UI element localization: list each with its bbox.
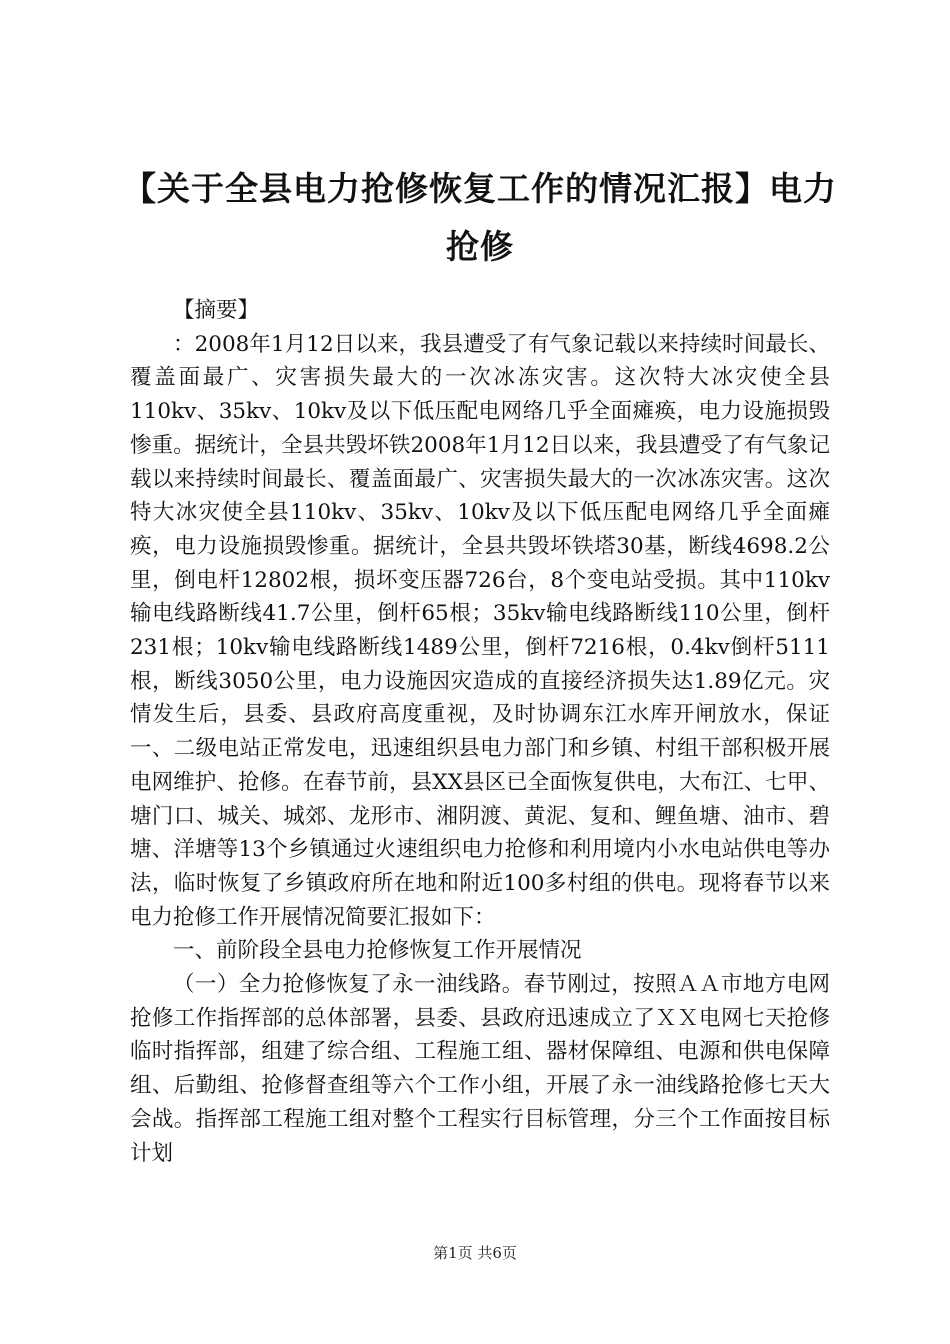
abstract-label: 【摘要】: [173, 298, 260, 323]
paragraph-subsection-1: （一）全力抢修恢复了永一油线路。春节刚过，按照ＡＡ市地方电网抢修工作指挥部的总体部署，县委、县政府迅速成立了ＸＸ电网七天抢修临时指挥部，组建了综合组、工程施工组、器材保障组、电源和供电保障组、后勤组、抢修督查组等六个工作小组，开展了永一油线路抢修七天大会战。指挥部工程施工组对整个工程实行目标管理，分三个工作面按目标计划: [130, 972, 830, 1166]
page-footer: 第1页 共6页: [433, 1244, 517, 1262]
document-body: [130, 294, 830, 1170]
paragraph-abstract: ：2008年1月12日以来，我县遭受了有气象记载以来持续时间最长、覆盖面最广、灾害损失最大的一次冰冻灾害。这次特大冰灾使全县110kv、35kv、10kv及以下低压配电网络几乎全面瘫痪，电力设施损毁惨重。据统计，全县共毁坏铁2008年1月12日以来，我县遭受了有气象记载以来持续时间最长、覆盖面最广、灾害损失最大的一次冰冻灾害。这次特大冰灾使全县110kv、35kv、10kv及以下低压配电网络几乎全面瘫痪，电力设施损毁惨重。据统计，全县共毁坏铁塔30基，断线4698.2公里，倒电杆12802根，损坏变压器726台，8个变电站受损。其中110kv输电线路断线41.7公里，倒杆65根；35kv输电线路断线110公里，倒杆231根；10kv输电线路断线1489公里，倒杆7216根，0.4kv倒杆5111根，断线3050公里，电力设施因灾造成的直接经济损失达1.89亿元。灾情发生后，县委、县政府高度重视，及时协调东江水库开闸放水，保证一、二级电站正常发电，迅速组织县电力部门和乡镇、村组干部积极开展电网维护、抢修。在春节前，县XX县区已全面恢复供电，大布江、七甲、塘门口、城关、城郊、龙形市、湘阴渡、黄泥、复和、鲤鱼塘、油市、碧塘、洋塘等13个乡镇通过火速组织电力抢修和利用境内小水电站供电等办法，临时恢复了乡镇政府所在地和附近100多村组的供电。现将春节以来电力抢修工作开展情况简要汇报如下：: [130, 331, 830, 930]
document-title: 【关于全县电力抢修恢复工作的情况汇报】电力抢修: [123, 169, 837, 266]
section-heading-1: 一、前阶段全县电力抢修恢复工作开展情况: [173, 938, 582, 964]
